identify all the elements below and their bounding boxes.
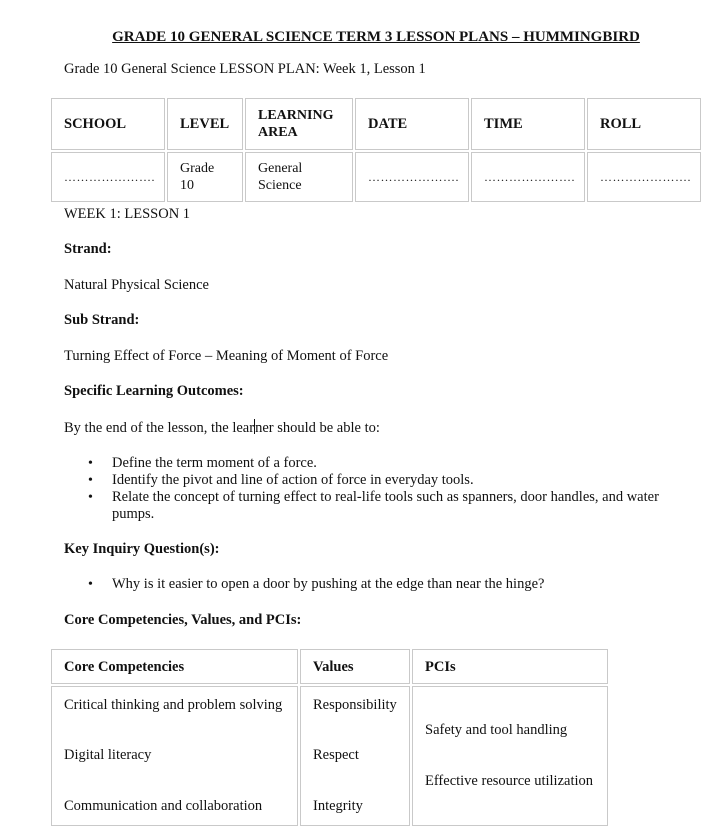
pci-item: Effective resource utilization	[425, 773, 594, 789]
school-value-text: ………………….	[64, 169, 155, 184]
header-school-label: SCHOOL	[64, 115, 127, 132]
core-competencies-header: Core Competencies	[64, 659, 185, 675]
header-date	[355, 98, 469, 150]
core-competencies-body-cell	[51, 686, 298, 826]
roll-value	[587, 152, 701, 202]
lesson-plan-subtitle: Grade 10 General Science LESSON PLAN: Week 1, Lesson 1	[64, 61, 426, 77]
kiq-item: • Why is it easier to open a door by pushing at the edge than near the hinge?	[64, 576, 686, 593]
slo-item: • Relate the concept of turning effect to real-life tools such as spanners, door handles, and water pumps.	[64, 489, 686, 523]
kiq-heading: Key Inquiry Question(s):	[64, 541, 220, 557]
learning-area-value	[245, 152, 353, 202]
values-header-cell	[300, 649, 410, 684]
value-item: Responsibility	[313, 697, 397, 713]
strand-value: Natural Physical Science	[64, 277, 209, 293]
pcis-header: PCIs	[425, 659, 456, 675]
slo-item: • Define the term moment of a force.	[64, 455, 686, 472]
level-value	[167, 152, 243, 202]
values-header: Values	[313, 659, 354, 675]
slo-intro-text-end: ner should be able to:	[255, 420, 380, 436]
header-learning-area-label: LEARNING AREA	[258, 108, 334, 140]
week-lesson-label: WEEK 1: LESSON 1	[64, 206, 191, 222]
pcis-body-cell	[412, 686, 608, 826]
header-learning-area	[245, 98, 353, 150]
sub-strand-value: Turning Effect of Force – Meaning of Moment of Force	[64, 348, 389, 364]
header-level	[167, 98, 243, 150]
core-competencies-header-cell	[51, 649, 298, 684]
competency-item: Communication and collaboration	[64, 798, 263, 814]
kiq-list	[64, 576, 686, 593]
core-heading: Core Competencies, Values, and PCIs:	[64, 612, 302, 628]
slo-item: • Identify the pivot and line of action of force in everyday tools.	[64, 472, 686, 489]
value-item: Integrity	[313, 798, 363, 814]
pci-item: Safety and tool handling	[425, 722, 568, 738]
header-roll-label: ROLL	[600, 115, 642, 132]
header-date-label: DATE	[368, 115, 408, 132]
header-time-label: TIME	[484, 115, 523, 132]
value-item: Respect	[313, 747, 359, 763]
competency-item: Critical thinking and problem solving	[64, 697, 283, 713]
roll-value-text: ………………….	[600, 169, 691, 184]
level-value-text: Grade 10	[180, 161, 215, 193]
learning-area-value-text: General Science	[258, 161, 303, 193]
header-level-label: LEVEL	[180, 115, 230, 132]
date-value	[355, 152, 469, 202]
header-school	[51, 98, 165, 150]
competency-item: Digital literacy	[64, 747, 152, 763]
time-value-text: ………………….	[484, 169, 575, 184]
header-time	[471, 98, 585, 150]
values-body-cell	[300, 686, 410, 826]
pcis-header-cell	[412, 649, 608, 684]
time-value	[471, 152, 585, 202]
slo-intro[interactable]	[64, 419, 380, 437]
slo-list	[64, 455, 686, 523]
sub-strand-heading: Sub Strand:	[64, 312, 140, 328]
document-title: GRADE 10 GENERAL SCIENCE TERM 3 LESSON PLANS – HUMMINGBIRD	[112, 29, 640, 45]
header-roll	[587, 98, 701, 150]
school-value	[51, 152, 165, 202]
slo-heading: Specific Learning Outcomes:	[64, 383, 244, 399]
date-value-text: ………………….	[368, 169, 459, 184]
strand-heading: Strand:	[64, 241, 112, 257]
slo-intro-text-start: By the end of the lesson, the lear	[64, 420, 255, 436]
